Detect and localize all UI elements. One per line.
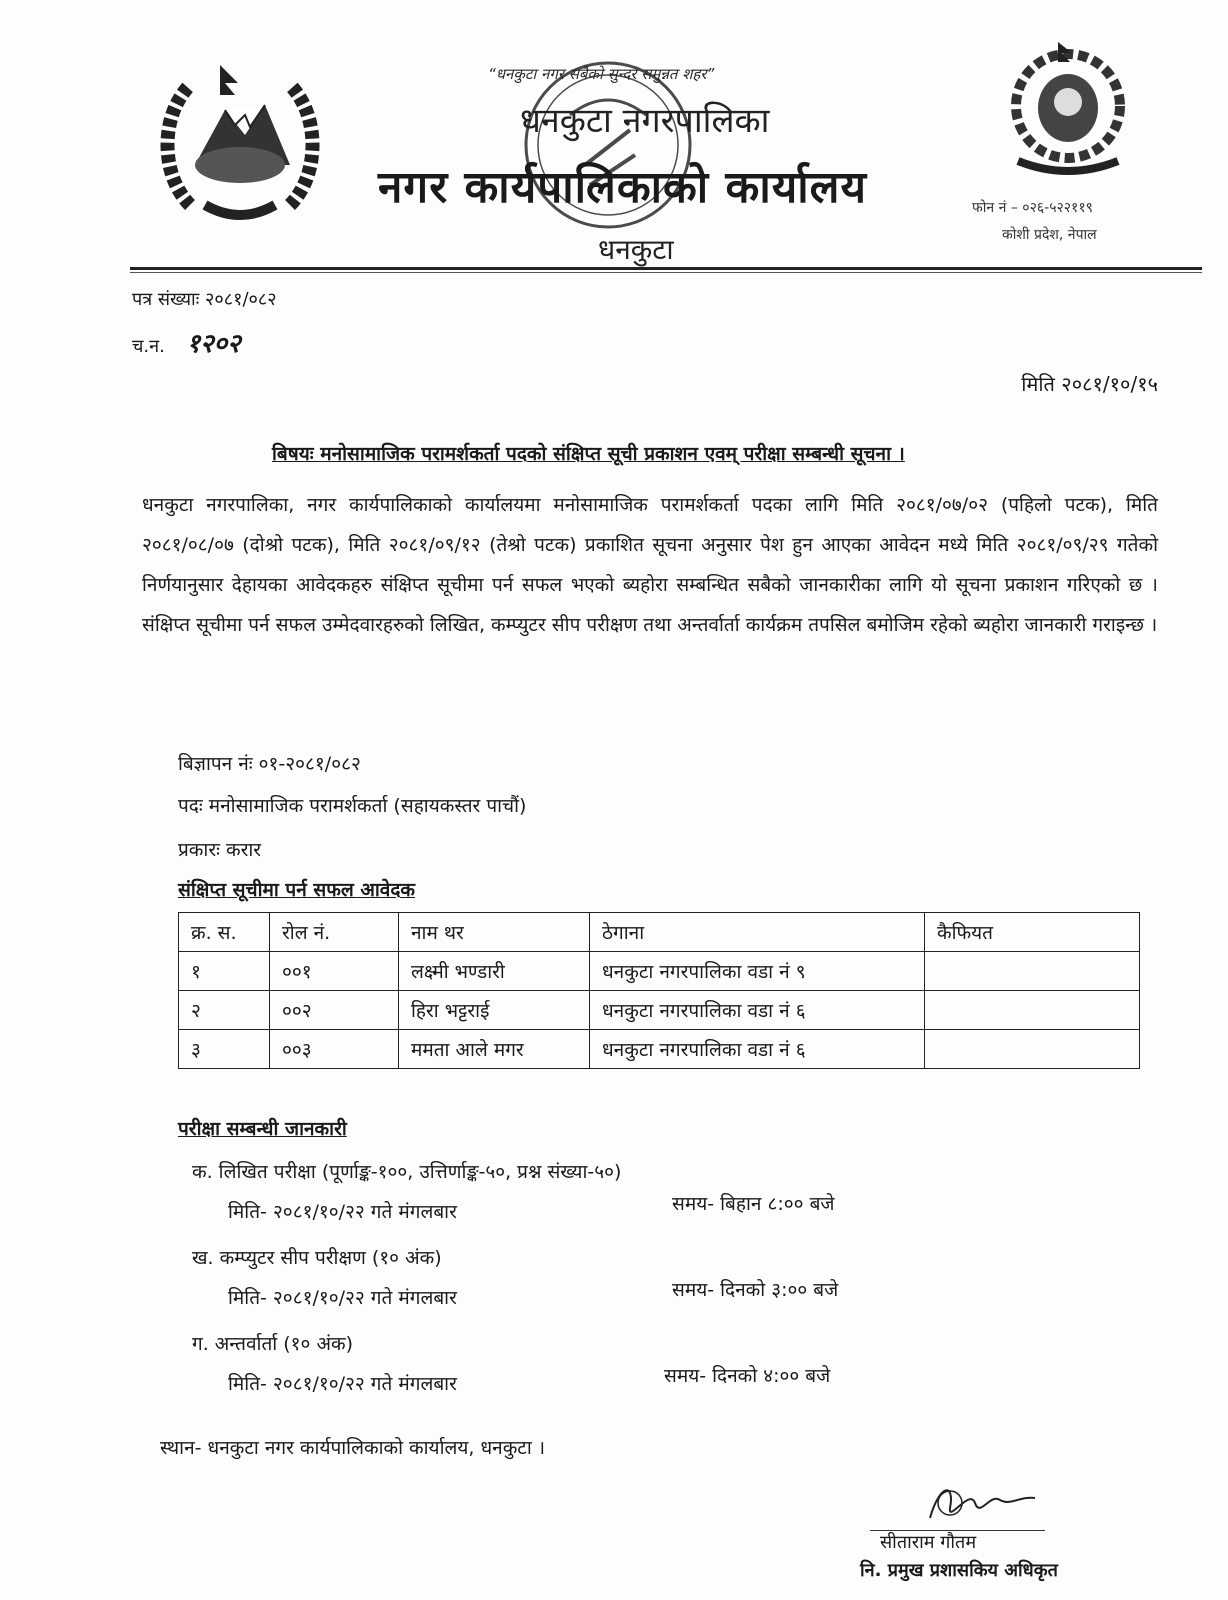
dispatch-number-handwritten: १२०२ <box>186 329 241 359</box>
post-name: पदः मनोसामाजिक परामर्शकर्ता (सहायकस्तर पाचौं) <box>178 795 527 817</box>
header-rule-thin <box>130 272 1202 273</box>
subject-line: बिषयः मनोसामाजिक परामर्शकर्ता पदको संक्षिप्त सूची प्रकाशन एवम् परीक्षा सम्बन्धी सूचना । <box>272 443 905 465</box>
cell-address: धनकुटा नगरपालिका वडा नं ६ <box>590 991 925 1030</box>
advert-number: बिज्ञापन नंः ०१-२०८१/०८२ <box>178 753 361 775</box>
cell-remarks <box>925 991 1140 1030</box>
table-header-row <box>179 913 1140 952</box>
district-name: धनकुटा <box>598 233 674 266</box>
signatory-title: नि. प्रमुख प्रशासकिय अधिकृत <box>860 1560 1058 1581</box>
column-header-name: नाम थर <box>399 913 590 952</box>
cell-serial: २ <box>179 991 270 1030</box>
nepal-emblem-logo <box>150 55 330 225</box>
exam-written-heading: क. लिखित परीक्षा (पूर्णाङ्क-१००, उत्तिर्णाङ्क-५०, प्रश्न संख्या-५०) <box>192 1161 622 1183</box>
header-rule <box>130 267 1202 270</box>
phone-number: फोन नं – ०२६-५२२११९ <box>972 200 1093 216</box>
municipality-name: धनकुटा नगरपालिका <box>520 101 770 141</box>
dispatch-label: च.न. <box>132 336 165 357</box>
table-row <box>179 952 1140 991</box>
exam-computer-time: समय- दिनको ३:०० बजे <box>672 1279 839 1301</box>
cell-serial: ३ <box>179 1030 270 1069</box>
exam-computer-heading: ख. कम्प्युटर सीप परीक्षण (१० अंक) <box>192 1247 442 1269</box>
cell-remarks <box>925 952 1140 991</box>
column-header-remarks: कैफियत <box>925 913 1140 952</box>
exam-interview-time: समय- दिनको ४:०० बजे <box>664 1365 831 1387</box>
table-row <box>179 991 1140 1030</box>
column-header-address: ठेगाना <box>590 913 925 952</box>
exam-written-time: समय- बिहान ८:०० बजे <box>672 1193 835 1215</box>
cell-roll: ००२ <box>270 991 399 1030</box>
letter-number: पत्र संख्याः २०८१/०८२ <box>132 289 277 310</box>
shortlist-table <box>178 912 1140 1069</box>
signature-scribble <box>920 1478 1040 1528</box>
cell-remarks <box>925 1030 1140 1069</box>
province-address: कोशी प्रदेश, नेपाल <box>1002 227 1097 243</box>
exam-venue: स्थान- धनकुटा नगर कार्यपालिकाको कार्यालय, धनकुटा । <box>160 1437 546 1459</box>
cell-name: ममता आले मगर <box>399 1030 590 1069</box>
cell-roll: ००३ <box>270 1030 399 1069</box>
municipality-slogan: “धनकुटा नगर सबैको सुन्दर समुन्नत शहर” <box>488 65 715 83</box>
column-header-roll: रोल नं. <box>270 913 399 952</box>
cell-address: धनकुटा नगरपालिका वडा नं ९ <box>590 952 925 991</box>
cell-serial: १ <box>179 952 270 991</box>
exam-section-title: परीक्षा सम्बन्धी जानकारी <box>178 1118 347 1140</box>
exam-computer-date: मिति- २०८१/१०/२२ गते मंगलबार <box>228 1287 457 1309</box>
signatory-name: सीताराम गौतम <box>880 1532 977 1553</box>
column-header-serial: क्र. स. <box>179 913 270 952</box>
notice-body: धनकुटा नगरपालिका, नगर कार्यपालिकाको कार्यालयमा मनोसामाजिक परामर्शकर्ता पदका लागि मिति २०८१/०७/०२ (पहिलो पटक), मिति २०८१/०८/०७ (दोश्रो पटक), मिति २०८१/०९/१२ (तेश्रो पटक) प्रकाशित सूचना अनुसार पेश हुन आएका आवेदन मध्ये मिति २०८१/०९/२९ गतेको निर्णयानुसार देहायका आवेदकहरु संक्षिप्त सूचीमा पर्न सफल भएको ब्यहोरा सम्बन्धित सबैको जानकारीका लागि यो सूचना प्रकाशन गरिएको छ । संक्षिप्त सूचीमा पर्न सफल उम्मेदवारहरुको लिखित, कम्प्युटर सीप परीक्षण तथा अन्तर्वार्ता कार्यक्रम तपसिल बमोजिम रहेको ब्यहोरा जानकारी गराइन्छ । <box>142 494 1158 636</box>
table-row <box>179 1030 1140 1069</box>
municipality-emblem-logo <box>988 36 1148 186</box>
dispatch-number-row <box>132 324 241 360</box>
exam-interview-heading: ग. अन्तर्वार्ता (१० अंक) <box>192 1333 353 1355</box>
exam-interview-date: मिति- २०८१/१०/२२ गते मंगलबार <box>228 1373 457 1395</box>
exam-written-date: मिति- २०८१/१०/२२ गते मंगलबार <box>228 1201 457 1223</box>
letter-date: मिति २०८१/१०/१५ <box>1021 372 1158 396</box>
cell-address: धनकुटा नगरपालिका वडा नं ६ <box>590 1030 925 1069</box>
shortlist-title: संक्षिप्त सूचीमा पर्न सफल आवेदक <box>178 879 416 901</box>
contract-type: प्रकारः करार <box>178 839 262 861</box>
cell-name: लक्ष्मी भण्डारी <box>399 952 590 991</box>
cell-name: हिरा भट्टराई <box>399 991 590 1030</box>
cell-roll: ००१ <box>270 952 399 991</box>
office-title: नगर कार्यपालिकाको कार्यालय <box>378 162 867 213</box>
